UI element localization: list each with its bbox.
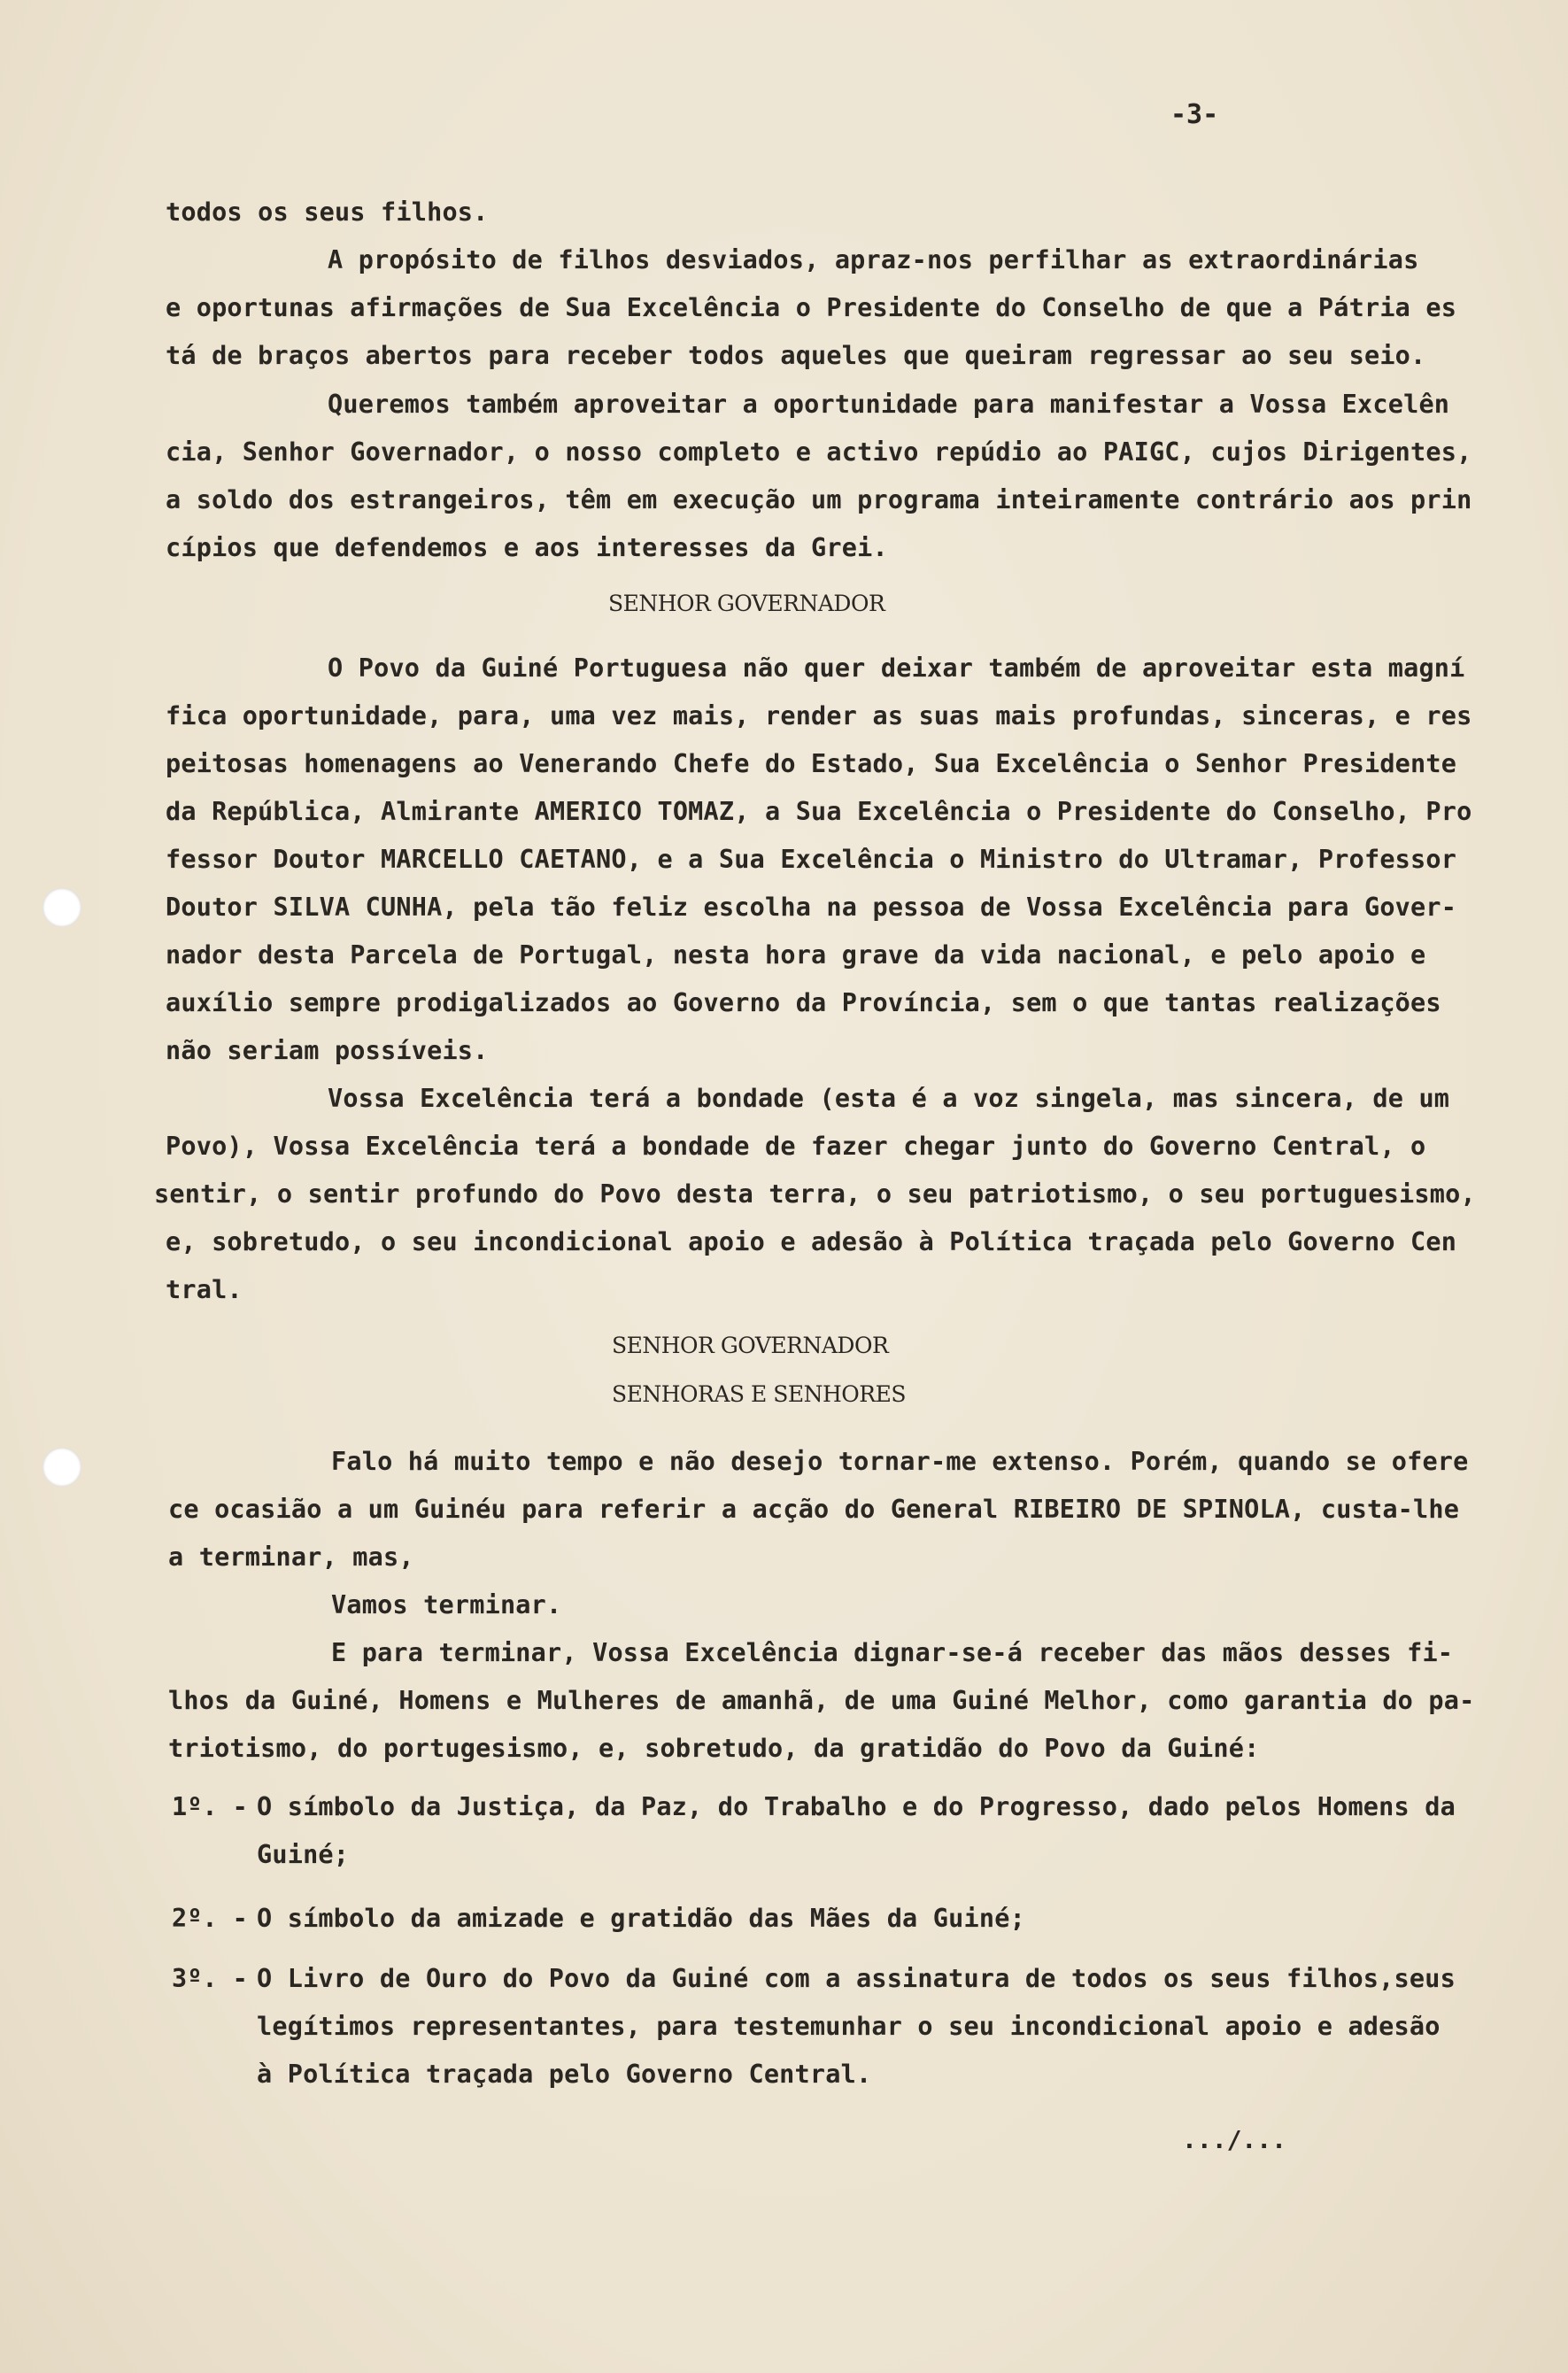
text-line: cia, Senhor Governador, o nosso completo e activo repúdio ao PAIGC, cujos Dirigentes, — [166, 437, 1472, 467]
text-line: Povo), Vossa Excelência terá a bondade de fazer chegar junto do Governo Central, o — [166, 1132, 1426, 1161]
list-item-line: à Política traçada pelo Governo Central. — [257, 2060, 872, 2089]
list-item-line: Guiné; — [257, 1840, 350, 1869]
list-item-line: legítimos representantes, para testemunhar o seu incondicional apoio e adesão — [257, 2012, 1441, 2041]
text-line: da República, Almirante AMERICO TOMAZ, a Sua Excelência o Presidente do Conselho, Pro — [166, 797, 1472, 826]
text-line: E para terminar, Vossa Excelência dignar-se-á receber das mãos desses fi- — [331, 1638, 1454, 1667]
text-line: e oportunas afirmações de Sua Excelência o Presidente do Conselho de que a Pátria es — [166, 293, 1457, 322]
section-heading: SENHORAS E SENHORES — [612, 1381, 906, 1407]
text-line: a terminar, mas, — [168, 1542, 414, 1572]
text-line: cípios que defendemos e aos interesses da Grei. — [166, 533, 888, 562]
list-item-line: O símbolo da amizade e gratidão das Mães da Guiné; — [257, 1904, 1025, 1933]
text-line: lhos da Guiné, Homens e Mulheres de amanhã, de uma Guiné Melhor, como garantia do pa- — [168, 1686, 1475, 1715]
text-line: A propósito de filhos desviados, apraz-nos perfilhar as extraordinárias — [328, 245, 1419, 274]
text-line: fica oportunidade, para, uma vez mais, render as suas mais profundas, sinceras, e res — [166, 701, 1472, 730]
text-line: Queremos também aproveitar a oportunidade para manifestar a Vossa Excelên — [328, 390, 1450, 419]
text-line: a soldo dos estrangeiros, têm em execução um programa inteiramente contrário aos prin — [166, 485, 1472, 514]
list-number: 3º. - — [172, 1964, 248, 1993]
list-item-line: O Livro de Ouro do Povo da Guiné com a assinatura de todos os seus filhos,seus — [257, 1964, 1456, 1993]
text-line: ce ocasião a um Guinéu para referir a acção do General RIBEIRO DE SPINOLA, custa-lhe — [168, 1495, 1460, 1524]
list-item-line: O símbolo da Justiça, da Paz, do Trabalho e do Progresso, dado pelos Homens da — [257, 1792, 1456, 1821]
section-heading: SENHOR GOVERNADOR — [608, 591, 885, 616]
text-line: nador desta Parcela de Portugal, nesta hora grave da vida nacional, e pelo apoio e — [166, 940, 1426, 970]
text-line: não seriam possíveis. — [166, 1036, 489, 1065]
text-line: Falo há muito tempo e não desejo tornar-me extenso. Porém, quando se ofere — [331, 1447, 1469, 1476]
text-line: triotismo, do portugesismo, e, sobretudo, da gratidão do Povo da Guiné: — [168, 1734, 1260, 1763]
text-line: tral. — [166, 1275, 243, 1304]
text-line: sentir, o sentir profundo do Povo desta terra, o seu patriotismo, o seu portuguesismo, — [154, 1179, 1476, 1209]
continuation-mark: .../... — [1182, 2125, 1287, 2154]
page-number: -3- — [1170, 99, 1219, 130]
text-line: fessor Doutor MARCELLO CAETANO, e a Sua Excelência o Ministro do Ultramar, Professor — [166, 845, 1457, 874]
text-line: peitosas homenagens ao Venerando Chefe do Estado, Sua Excelência o Senhor Presidente — [166, 749, 1457, 778]
text-line: Vamos terminar. — [331, 1590, 562, 1619]
text-line: todos os seus filhos. — [166, 197, 489, 227]
text-line: tá de braços abertos para receber todos aqueles que queiram regressar ao seu seio. — [166, 341, 1426, 370]
list-number: 2º. - — [172, 1904, 248, 1933]
text-line: auxílio sempre prodigalizados ao Governo da Província, sem o que tantas realizações — [166, 988, 1441, 1017]
list-number: 1º. - — [172, 1792, 248, 1821]
punch-hole — [42, 1448, 81, 1487]
section-heading: SENHOR GOVERNADOR — [612, 1333, 889, 1358]
text-line: Vossa Excelência terá a bondade (esta é a voz singela, mas sincera, de um — [328, 1084, 1450, 1113]
text-line: O Povo da Guiné Portuguesa não quer deixar também de aproveitar esta magní — [328, 653, 1465, 683]
text-line: Doutor SILVA CUNHA, pela tão feliz escolha na pessoa de Vossa Excelência para Gover- — [166, 893, 1457, 922]
text-line: e, sobretudo, o seu incondicional apoio e adesão à Política traçada pelo Governo Cen — [166, 1227, 1457, 1256]
punch-hole — [42, 888, 81, 927]
